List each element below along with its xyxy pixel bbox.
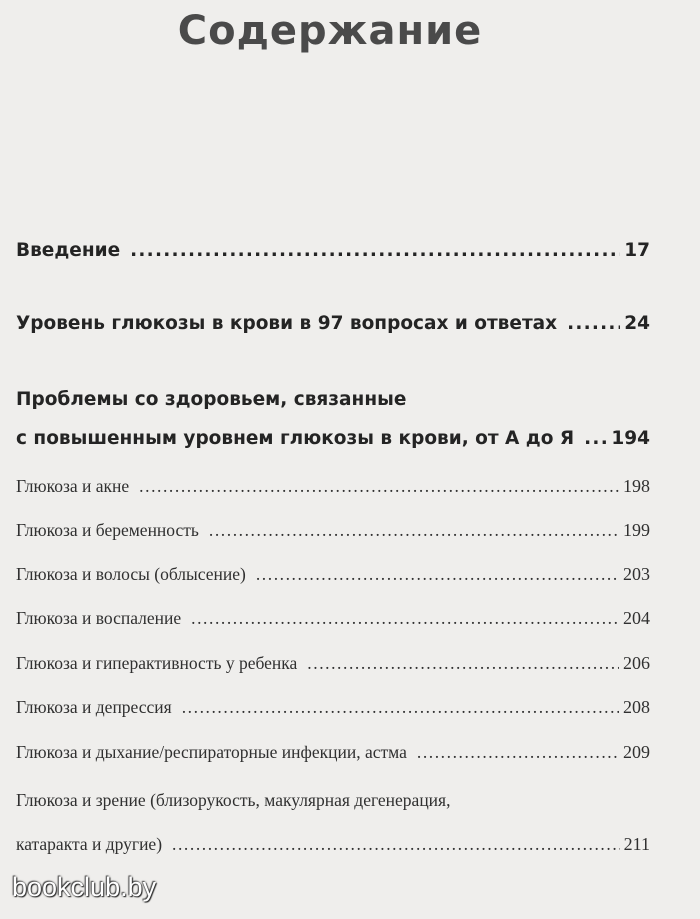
toc-entry-label: Глюкоза и воспаление [16,608,182,628]
dot-leader [584,428,607,449]
toc-entry-label: Глюкоза и гиперактивность у ребенка [16,653,298,673]
toc-entry-introduction[interactable] [16,240,650,261]
dot-leader [130,240,620,261]
dot-leader [417,742,619,763]
toc-page-number: 17 [624,240,650,261]
dot-leader [307,653,619,674]
toc-page-number: 204 [623,608,650,628]
toc-entry-97-questions[interactable] [16,313,650,334]
toc-page-number: 24 [624,313,650,334]
toc-entry-label: катаракта и другие) [16,834,163,854]
toc-subentry[interactable] [16,608,650,629]
toc-page-number: 211 [623,834,650,854]
dot-leader [191,608,619,629]
toc-subentry[interactable] [16,834,650,855]
toc-page-number: 209 [623,742,650,762]
toc-page-number: 194 [611,428,650,449]
toc-entry-label: Глюкоза и дыхание/респираторные инфекции, астма [16,742,407,762]
toc-entry-label: Глюкоза и акне [16,476,130,496]
toc-entry-label: Глюкоза и волосы (облысение) [16,564,246,584]
toc-page-number: 203 [623,564,650,584]
toc-subentry[interactable] [16,564,650,585]
site-watermark: bookclub.by [12,872,157,902]
toc-entry-label: с повышенным уровнем глюкозы в крови, от А до Я [16,428,575,449]
toc-page-number: 199 [623,520,650,540]
toc-entry-label: Уровень глюкозы в крови в 97 вопросах и ответах [16,313,558,334]
toc-page-number: 208 [623,697,650,717]
dot-leader [256,564,619,585]
toc-entry-label: Глюкоза и депрессия [16,697,172,717]
toc-subentry[interactable] [16,653,650,674]
toc-entry-label: Введение [16,240,121,261]
dot-leader [182,697,619,718]
toc-subentry-line1[interactable]: Глюкоза и зрение (близорукость, макулярная дегенерация, [16,790,451,810]
toc-page-number: 206 [623,653,650,673]
dot-leader [139,476,619,497]
dot-leader [567,313,620,334]
page-title: Содержание [177,8,483,54]
toc-subentry[interactable] [16,476,650,497]
toc-entry-label: Глюкоза и беременность [16,520,199,540]
toc-subentry[interactable] [16,742,650,763]
toc-entry-health-problems[interactable] [16,428,650,449]
toc-entry-health-problems-line1[interactable]: Проблемы со здоровьем, связанные [16,389,407,410]
toc-subentry[interactable] [16,697,650,718]
toc-page-number: 198 [623,476,650,496]
dot-leader [172,834,620,855]
dot-leader [209,520,619,541]
toc-subentry[interactable] [16,520,650,541]
